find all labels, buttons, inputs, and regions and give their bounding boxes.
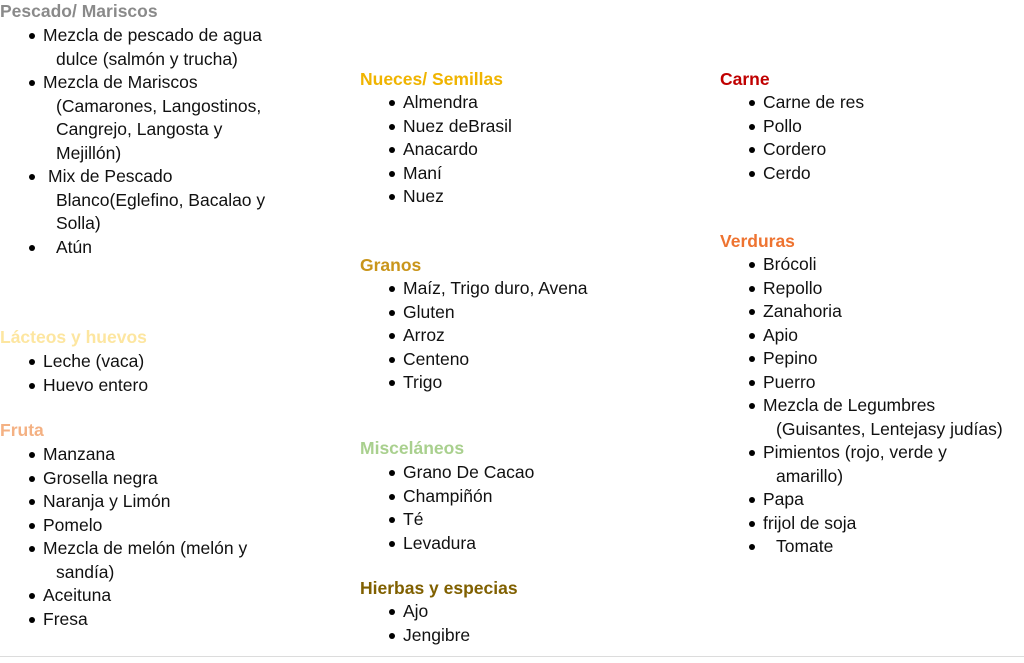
heading-fruta: Fruta: [0, 420, 44, 440]
heading-hierbas: Hierbas y especias: [360, 578, 518, 598]
list-item: [720, 512, 1003, 536]
section-granos: [360, 254, 588, 395]
list-item: [720, 253, 1003, 277]
list-item: Ajo: [360, 600, 518, 624]
item-line: Grosella negra: [43, 467, 158, 488]
list-fruta: [0, 443, 247, 631]
item-line: Tomate: [776, 536, 834, 556]
item-line: Mezcla de melón (melón y: [43, 538, 248, 558]
list-item: Champiñón: [360, 485, 534, 509]
list-miscelaneos: [360, 461, 534, 555]
heading-granos: Granos: [360, 255, 422, 275]
list-item: [720, 347, 1003, 371]
item-line: Cangrejo, Langosta y: [56, 119, 223, 139]
list-lacteos: [0, 350, 148, 397]
list-item: [720, 371, 1003, 395]
item-line: Mejillón): [56, 142, 122, 163]
item-line: sandía): [56, 561, 115, 582]
heading-lacteos: Lácteos y huevos: [0, 327, 147, 347]
list-item: [0, 71, 265, 165]
list-item: Huevo entero: [0, 374, 148, 398]
list-hierbas: [360, 600, 518, 647]
item-line: Pomelo: [43, 514, 103, 535]
item-line: Mezcla de pescado de agua: [43, 25, 262, 45]
list-item: Pollo: [720, 115, 864, 139]
list-item: Leche (vaca): [0, 350, 148, 374]
list-item: Gluten: [360, 301, 588, 325]
list-item: Grano De Cacao: [360, 461, 534, 485]
item-line: Naranja y Limón: [43, 491, 171, 511]
heading-nueces: Nueces/ Semillas: [360, 69, 503, 89]
list-item: Maní: [360, 162, 512, 186]
item-line: Puerro: [763, 371, 816, 392]
list-item: [0, 537, 247, 584]
list-item: Jengibre: [360, 624, 518, 648]
section-carne: [720, 68, 864, 185]
list-item: [0, 608, 247, 632]
section-lacteos: [0, 326, 148, 397]
item-line: Brócoli: [763, 254, 817, 274]
item-line: Mezcla de Mariscos: [43, 72, 198, 92]
heading-miscelaneos: Misceláneos: [360, 438, 465, 458]
heading-carne: Carne: [720, 69, 770, 89]
list-item: [0, 443, 247, 467]
list-item: Carne de res: [720, 91, 864, 115]
heading-verduras: Verduras: [720, 231, 795, 251]
item-line: Blanco(Eglefino, Bacalao y: [56, 189, 266, 210]
list-item: [0, 490, 247, 514]
item-line: (Guisantes, Lentejasy judías): [776, 418, 1003, 439]
list-item: [720, 277, 1003, 301]
list-item: Té: [360, 508, 534, 532]
list-pescado: [0, 24, 265, 259]
list-item: [0, 467, 247, 491]
item-line: Mezcla de Legumbres: [763, 395, 936, 415]
section-nueces: [360, 68, 512, 209]
page-bottom-divider: [0, 656, 1024, 657]
item-line: (Camarones, Langostinos,: [56, 95, 262, 116]
heading-pescado: Pescado/ Mariscos: [0, 1, 158, 21]
list-item: [720, 394, 1003, 441]
list-item: Levadura: [360, 532, 534, 556]
section-miscelaneos: [360, 437, 534, 555]
item-line: Pimientos (rojo, verde y: [763, 442, 947, 462]
list-verduras: [720, 253, 1003, 559]
item-line: dulce (salmón y trucha): [56, 48, 238, 69]
list-carne: [720, 91, 864, 185]
item-line: Zanahoria: [763, 301, 842, 321]
list-item: [0, 514, 247, 538]
list-item: [0, 24, 265, 71]
list-item: Anacardo: [360, 138, 512, 162]
list-nueces: [360, 91, 512, 209]
section-pescado: [0, 0, 265, 259]
item-line: Pepino: [763, 348, 818, 368]
item-line: Mix de Pescado: [48, 166, 173, 186]
item-line: Apio: [763, 324, 799, 345]
section-verduras: [720, 230, 1003, 559]
section-fruta: [0, 419, 247, 631]
list-item: Maíz, Trigo duro, Avena: [360, 277, 588, 301]
item-line: Atún: [56, 236, 92, 257]
list-item: Nuez: [360, 185, 512, 209]
item-line: amarillo): [776, 465, 844, 486]
list-item: Arroz: [360, 324, 588, 348]
list-item: [0, 165, 265, 236]
list-item: [0, 584, 247, 608]
list-item: [720, 324, 1003, 348]
item-line: Solla): [56, 213, 101, 233]
list-item: Nuez deBrasil: [360, 115, 512, 139]
list-item: [720, 488, 1003, 512]
list-item: Trigo: [360, 371, 588, 395]
list-item: [0, 236, 265, 260]
list-item: [720, 441, 1003, 488]
list-item: Almendra: [360, 91, 512, 115]
list-granos: [360, 277, 588, 395]
list-item: Cordero: [720, 138, 864, 162]
item-line: frijol de soja: [763, 512, 857, 533]
item-line: Fresa: [43, 608, 88, 629]
item-line: Repollo: [763, 277, 823, 298]
list-item: Centeno: [360, 348, 588, 372]
item-line: Aceituna: [43, 585, 112, 605]
item-line: Papa: [763, 489, 804, 509]
list-item: [720, 535, 1003, 559]
list-item: Cerdo: [720, 162, 864, 186]
section-hierbas: [360, 577, 518, 647]
item-line: Manzana: [43, 444, 115, 464]
list-item: [720, 300, 1003, 324]
